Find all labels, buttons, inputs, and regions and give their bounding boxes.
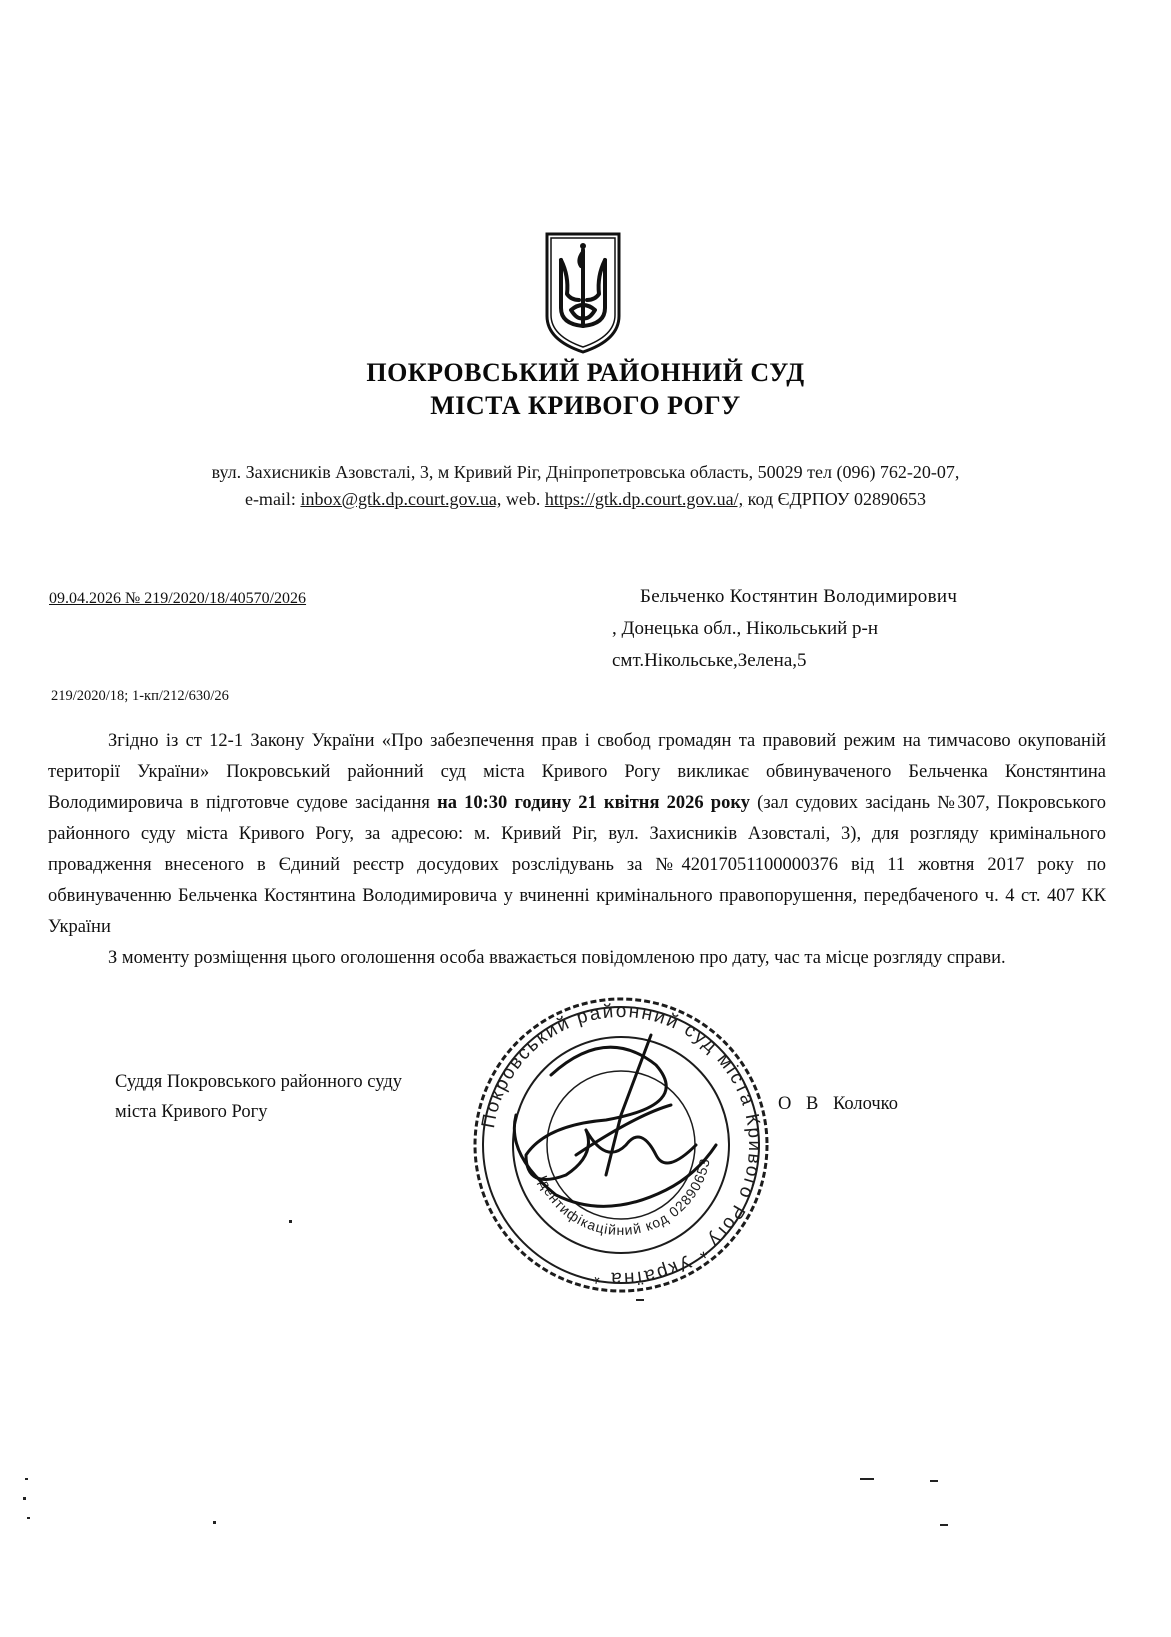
scan-speck — [23, 1497, 26, 1500]
coat-of-arms-icon — [541, 230, 625, 355]
email-link[interactable]: inbox@gtk.dp.court.gov.ua, — [300, 489, 502, 509]
notice-text-2: (зал судових засідань №307, Покровського районного суду міста Кривого Рогу, за адресою: м. Кривий Ріг, вул. Захисників Азовсталі, 3), для розгляду кримінального провадження внесеного в Єдиний реєстр досудових розслідувань за №42017051100000376 від 11 жовтня 2017 року по обвинуваченню Бельченка Костянтина Володимировича у вчиненні кримінального правопорушення, передбаченого ч. 4 ст. 407 КК України — [48, 793, 1106, 937]
scan-speck — [930, 1480, 938, 1482]
edrpou-code: код ЄДРПОУ 02890653 — [747, 489, 927, 509]
case-numbers: 219/2020/18; 1-кп/212/630/26 — [51, 688, 229, 704]
scan-speck — [27, 1517, 30, 1519]
notice-paragraph-2: З моменту розміщення цього оголошення особа вважається повідомленою про дату, час та місце розгляду справи. — [108, 948, 1006, 968]
email-label: e-mail: — [244, 489, 296, 509]
notice-body — [48, 726, 1106, 974]
seal-inner-text: Ідентифікаційний код 02890653 — [534, 1156, 713, 1239]
court-contacts — [0, 489, 1171, 510]
judge-name: О В Колочко — [778, 1094, 898, 1114]
court-address: вул. Захисників Азовсталі, 3, м Кривий Ріг, Дніпропетровська область, 50029 тел (096) 762-20-07, — [211, 462, 960, 482]
court-name-line1: ПОКРОВСЬКИЙ РАЙОННИЙ СУД — [366, 358, 805, 387]
notice-paragraph-1 — [48, 726, 1106, 943]
recipient-street: смт.Нікольське,Зелена,5 — [612, 650, 807, 671]
hearing-datetime: на 10:30 годину 21 квітня 2026 року — [437, 793, 750, 813]
scan-speck — [860, 1478, 874, 1480]
svg-text:Покровський районний суд міста — [478, 1001, 765, 1289]
scan-speck — [213, 1521, 216, 1524]
scan-speck — [940, 1524, 948, 1526]
scan-speck — [25, 1478, 28, 1480]
outgoing-reference: 09.04.2026 № 219/2020/18/40570/2026 — [49, 590, 307, 607]
judge-title: Суддя Покровського районного суду — [115, 1072, 402, 1092]
court-name-line2: МІСТА КРИВОГО РОГУ — [430, 391, 741, 420]
web-label: web. — [505, 489, 541, 509]
notice-text-1: Згідно із ст 12-1 Закону України «Про забезпечення прав і свобод громадян та правовий режим на тимчасово окупованій території України» Покровський районний суд міста Кривого Рогу викликає обвинуваченого Бельченка Констянтина Володимировича в підготовче судове засідання — [48, 731, 1106, 813]
recipient-region: , Донецька обл., Нікольський р-н — [612, 618, 879, 639]
scan-speck — [636, 1299, 644, 1301]
court-seal-icon — [456, 995, 786, 1295]
scan-speck — [289, 1220, 292, 1223]
web-link[interactable]: https://gtk.dp.court.gov.ua/, — [544, 489, 744, 509]
judge-title-line2: міста Кривого Рогу — [115, 1102, 268, 1122]
recipient-name: Бельченко Костянтин Володимирович — [640, 586, 958, 607]
seal-outer-text: Покровський районний суд міста Кривого Рогу * Україна * — [478, 1000, 766, 1290]
